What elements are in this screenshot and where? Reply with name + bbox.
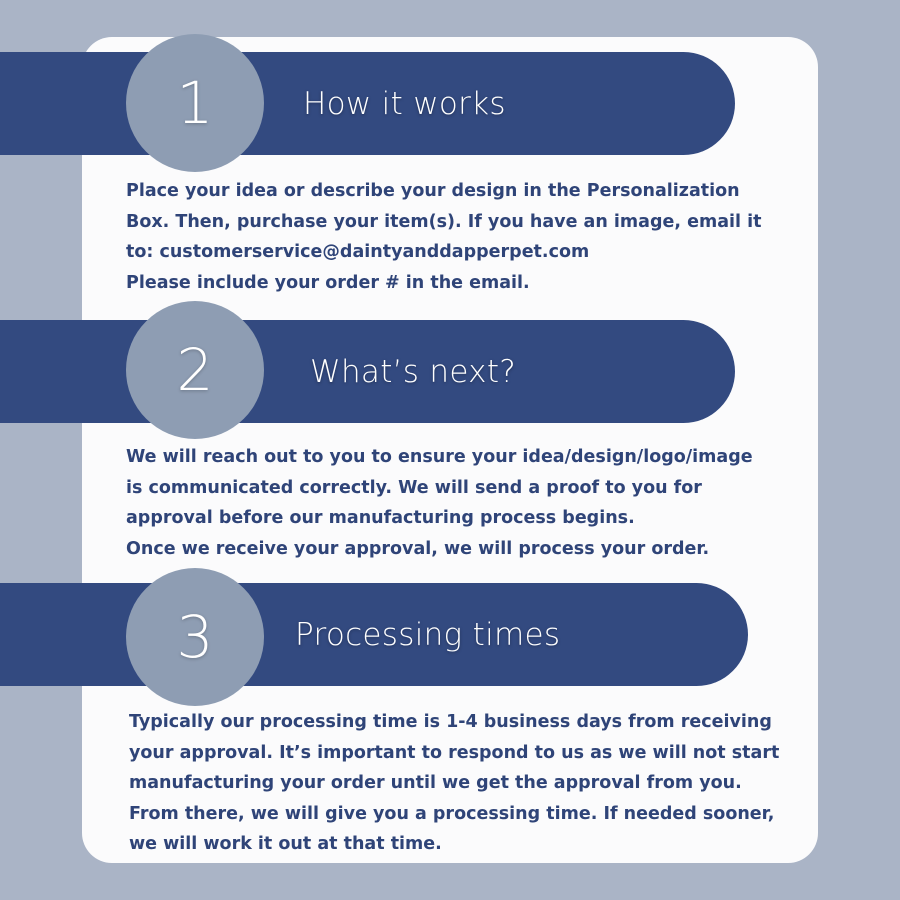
step-3-line: manufacturing your order until we get the approval from you. [129,773,742,793]
step-3-band [0,583,748,686]
step-3-line: From there, we will give you a processing time. If needed sooner, [129,803,775,824]
step-2-band [0,320,735,423]
step-3-title: Processing times [295,616,561,653]
step-3-line: we will work it out at that time. [129,834,442,854]
step-1-title: How it works [303,85,506,122]
step-2-line: We will reach out to you to ensure your idea/design/logo/image [126,447,753,467]
step-1-description [126,176,761,298]
step-3-number-badge: 3 [126,568,264,706]
step-2-description [126,442,753,564]
step-2-line: approval before our manufacturing process begins. [126,508,635,528]
step-1-line: Please include your order # in the email. [126,272,530,293]
step-1-number-badge: 1 [126,34,264,172]
step-1-band [0,52,735,155]
step-2-line: Once we receive your approval, we will process your order. [126,538,710,559]
step-3-line: Typically our processing time is 1-4 business days from receiving [129,712,772,732]
step-2-number-badge: 2 [126,301,264,439]
step-3-description [129,707,779,860]
step-2-title: What’s next? [310,353,517,390]
step-3-line: your approval. It’s important to respond to us as we will not start [129,742,780,763]
step-1-line: Place your idea or describe your design in the Personalization [126,181,740,201]
step-2-line: is communicated correctly. We will send a proof to you for [126,477,702,498]
step-1-line: Box. Then, purchase your item(s). If you have an image, email it [126,211,762,232]
step-1-line: to: customerservice@daintyanddapperpet.com [126,242,590,262]
